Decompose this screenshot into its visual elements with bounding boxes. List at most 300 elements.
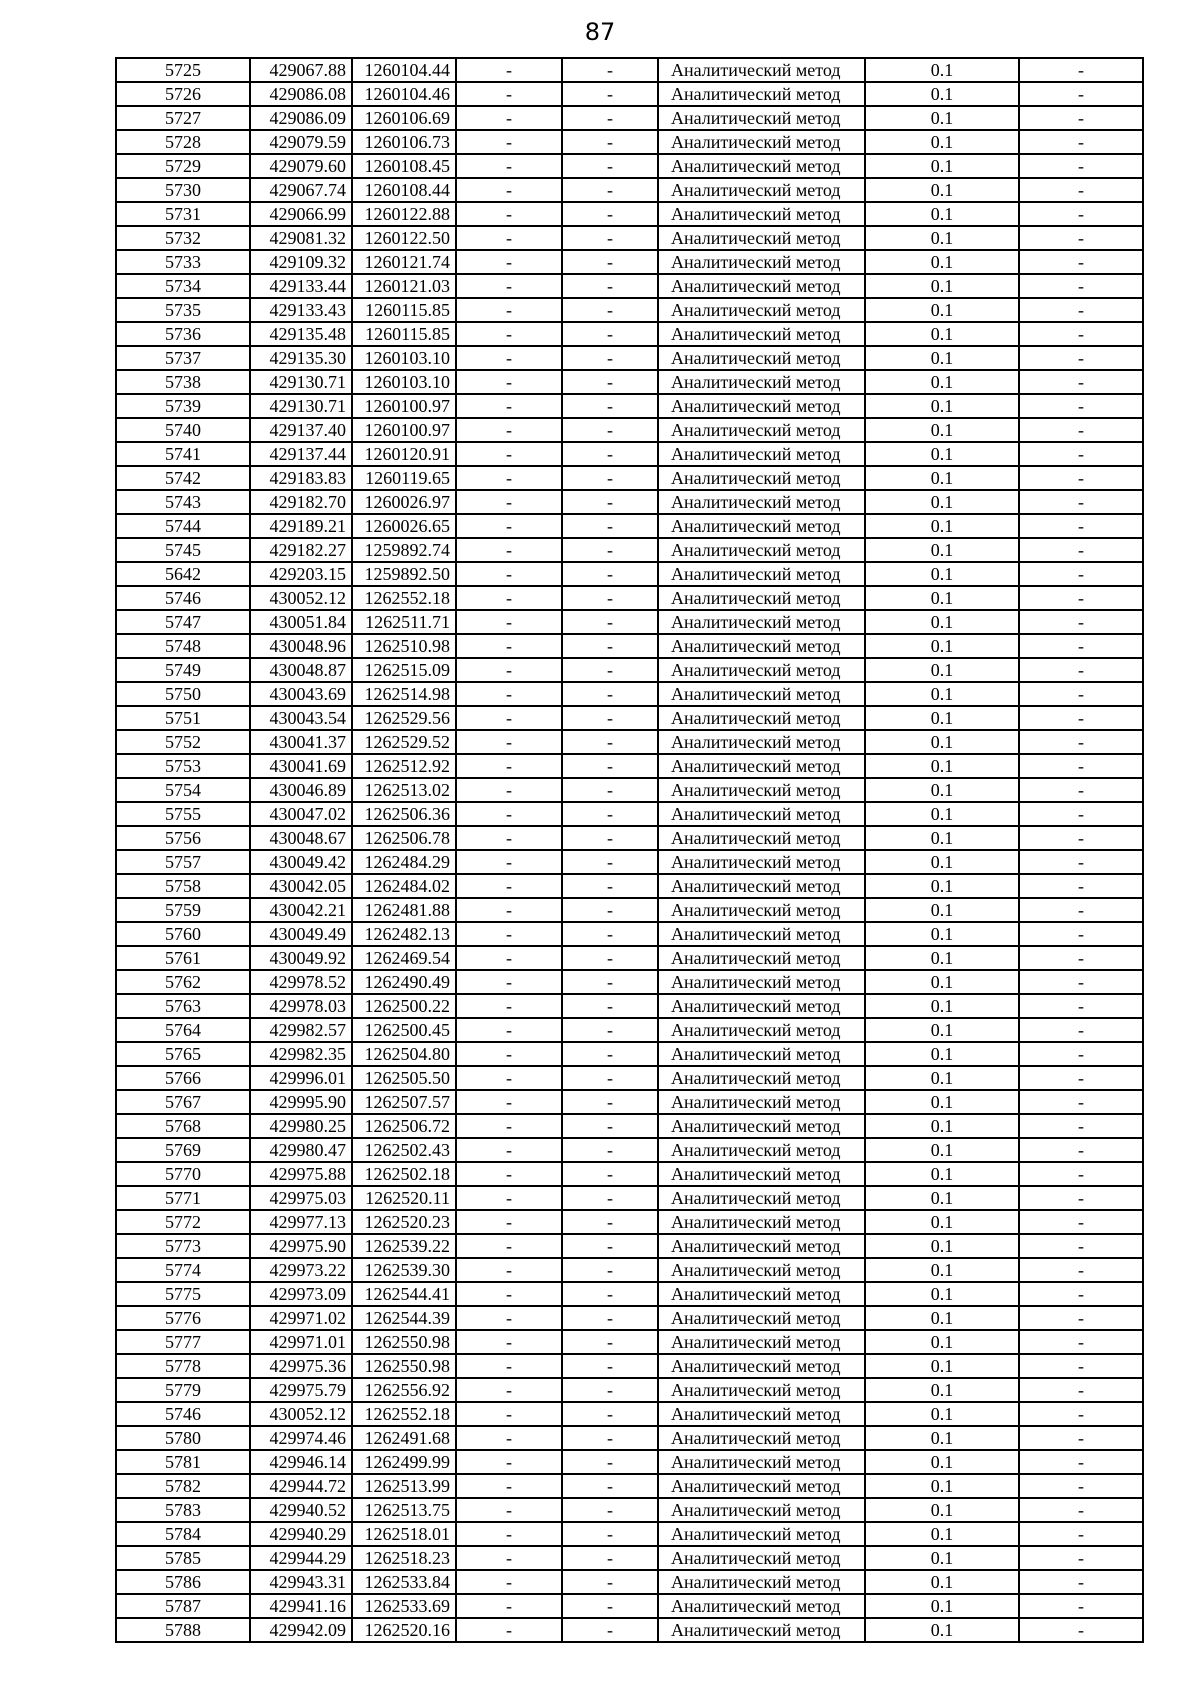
table-row (116, 610, 1143, 634)
cell-col-4: - (456, 922, 562, 946)
coordinates-table (115, 57, 1144, 1643)
cell-accuracy: 0.1 (865, 994, 1019, 1018)
cell-col-4: - (456, 946, 562, 970)
cell-col-5: - (562, 1162, 658, 1186)
cell-point-number: 5730 (116, 178, 250, 202)
cell-col-8: - (1019, 634, 1143, 658)
cell-col-4: - (456, 1570, 562, 1594)
cell-point-number: 5745 (116, 538, 250, 562)
cell-point-number: 5738 (116, 370, 250, 394)
cell-y-coordinate: 1262506.36 (352, 802, 456, 826)
cell-y-coordinate: 1262552.18 (352, 586, 456, 610)
cell-method: Аналитический метод (658, 634, 865, 658)
cell-accuracy: 0.1 (865, 1162, 1019, 1186)
cell-x-coordinate: 430042.21 (250, 898, 352, 922)
table-row (116, 370, 1143, 394)
cell-method: Аналитический метод (658, 682, 865, 706)
cell-accuracy: 0.1 (865, 874, 1019, 898)
cell-y-coordinate: 1260100.97 (352, 418, 456, 442)
cell-col-4: - (456, 1258, 562, 1282)
cell-y-coordinate: 1259892.50 (352, 562, 456, 586)
cell-x-coordinate: 430042.05 (250, 874, 352, 898)
cell-accuracy: 0.1 (865, 178, 1019, 202)
cell-col-4: - (456, 178, 562, 202)
cell-col-5: - (562, 994, 658, 1018)
cell-method: Аналитический метод (658, 1450, 865, 1474)
cell-point-number: 5726 (116, 82, 250, 106)
cell-y-coordinate: 1262481.88 (352, 898, 456, 922)
cell-accuracy: 0.1 (865, 1066, 1019, 1090)
cell-x-coordinate: 429182.70 (250, 490, 352, 514)
cell-col-5: - (562, 1306, 658, 1330)
table-row (116, 418, 1143, 442)
cell-point-number: 5787 (116, 1594, 250, 1618)
cell-x-coordinate: 429943.31 (250, 1570, 352, 1594)
cell-y-coordinate: 1262529.56 (352, 706, 456, 730)
cell-col-4: - (456, 610, 562, 634)
cell-y-coordinate: 1262484.02 (352, 874, 456, 898)
cell-col-5: - (562, 538, 658, 562)
cell-method: Аналитический метод (658, 130, 865, 154)
cell-point-number: 5751 (116, 706, 250, 730)
cell-x-coordinate: 429942.09 (250, 1618, 352, 1642)
cell-col-8: - (1019, 1402, 1143, 1426)
cell-x-coordinate: 429944.72 (250, 1474, 352, 1498)
cell-col-8: - (1019, 586, 1143, 610)
cell-point-number: 5752 (116, 730, 250, 754)
cell-y-coordinate: 1262520.16 (352, 1618, 456, 1642)
cell-col-5: - (562, 1090, 658, 1114)
table-row (116, 58, 1143, 82)
cell-method: Аналитический метод (658, 1594, 865, 1618)
cell-method: Аналитический метод (658, 490, 865, 514)
cell-y-coordinate: 1262512.92 (352, 754, 456, 778)
cell-y-coordinate: 1260122.50 (352, 226, 456, 250)
cell-col-5: - (562, 394, 658, 418)
cell-col-4: - (456, 994, 562, 1018)
cell-col-8: - (1019, 1114, 1143, 1138)
cell-col-5: - (562, 970, 658, 994)
cell-accuracy: 0.1 (865, 1090, 1019, 1114)
cell-y-coordinate: 1262513.99 (352, 1474, 456, 1498)
table-row (116, 1090, 1143, 1114)
cell-point-number: 5764 (116, 1018, 250, 1042)
table-row (116, 634, 1143, 658)
cell-method: Аналитический метод (658, 1570, 865, 1594)
table-row (116, 1234, 1143, 1258)
cell-col-5: - (562, 922, 658, 946)
cell-accuracy: 0.1 (865, 1234, 1019, 1258)
cell-method: Аналитический метод (658, 1090, 865, 1114)
cell-method: Аналитический метод (658, 946, 865, 970)
cell-y-coordinate: 1262539.22 (352, 1234, 456, 1258)
cell-y-coordinate: 1260108.45 (352, 154, 456, 178)
cell-x-coordinate: 429944.29 (250, 1546, 352, 1570)
cell-x-coordinate: 430041.69 (250, 754, 352, 778)
cell-point-number: 5762 (116, 970, 250, 994)
cell-accuracy: 0.1 (865, 274, 1019, 298)
cell-col-5: - (562, 1474, 658, 1498)
table-row (116, 82, 1143, 106)
cell-point-number: 5773 (116, 1234, 250, 1258)
table-row (116, 826, 1143, 850)
cell-x-coordinate: 429977.13 (250, 1210, 352, 1234)
cell-x-coordinate: 429079.59 (250, 130, 352, 154)
cell-col-5: - (562, 346, 658, 370)
cell-col-4: - (456, 490, 562, 514)
cell-col-8: - (1019, 1330, 1143, 1354)
table-row (116, 130, 1143, 154)
cell-col-8: - (1019, 1234, 1143, 1258)
cell-y-coordinate: 1262500.45 (352, 1018, 456, 1042)
cell-x-coordinate: 429137.40 (250, 418, 352, 442)
cell-method: Аналитический метод (658, 1162, 865, 1186)
cell-method: Аналитический метод (658, 1546, 865, 1570)
cell-point-number: 5756 (116, 826, 250, 850)
cell-accuracy: 0.1 (865, 538, 1019, 562)
cell-y-coordinate: 1262514.98 (352, 682, 456, 706)
cell-col-5: - (562, 874, 658, 898)
cell-col-5: - (562, 826, 658, 850)
cell-point-number: 5749 (116, 658, 250, 682)
cell-method: Аналитический метод (658, 466, 865, 490)
cell-col-5: - (562, 778, 658, 802)
cell-col-5: - (562, 58, 658, 82)
cell-col-4: - (456, 1426, 562, 1450)
cell-accuracy: 0.1 (865, 898, 1019, 922)
cell-col-8: - (1019, 850, 1143, 874)
page-number: 87 (584, 18, 616, 46)
cell-y-coordinate: 1260104.46 (352, 82, 456, 106)
cell-point-number: 5778 (116, 1354, 250, 1378)
cell-accuracy: 0.1 (865, 1018, 1019, 1042)
cell-point-number: 5772 (116, 1210, 250, 1234)
cell-method: Аналитический метод (658, 154, 865, 178)
cell-point-number: 5759 (116, 898, 250, 922)
cell-y-coordinate: 1262515.09 (352, 658, 456, 682)
cell-point-number: 5777 (116, 1330, 250, 1354)
cell-method: Аналитический метод (658, 826, 865, 850)
cell-col-8: - (1019, 1618, 1143, 1642)
cell-x-coordinate: 429973.22 (250, 1258, 352, 1282)
cell-col-8: - (1019, 250, 1143, 274)
cell-col-8: - (1019, 706, 1143, 730)
cell-point-number: 5729 (116, 154, 250, 178)
cell-x-coordinate: 429079.60 (250, 154, 352, 178)
cell-y-coordinate: 1262550.98 (352, 1354, 456, 1378)
cell-col-4: - (456, 874, 562, 898)
cell-col-4: - (456, 442, 562, 466)
cell-accuracy: 0.1 (865, 682, 1019, 706)
cell-col-4: - (456, 1018, 562, 1042)
cell-point-number: 5784 (116, 1522, 250, 1546)
cell-y-coordinate: 1262506.72 (352, 1114, 456, 1138)
cell-point-number: 5761 (116, 946, 250, 970)
cell-col-5: - (562, 106, 658, 130)
cell-x-coordinate: 429941.16 (250, 1594, 352, 1618)
cell-col-5: - (562, 466, 658, 490)
cell-method: Аналитический метод (658, 1426, 865, 1450)
cell-col-5: - (562, 1114, 658, 1138)
cell-x-coordinate: 429974.46 (250, 1426, 352, 1450)
cell-col-8: - (1019, 1018, 1143, 1042)
cell-method: Аналитический метод (658, 586, 865, 610)
cell-col-8: - (1019, 442, 1143, 466)
cell-point-number: 5788 (116, 1618, 250, 1642)
cell-y-coordinate: 1262469.54 (352, 946, 456, 970)
cell-accuracy: 0.1 (865, 322, 1019, 346)
table-row (116, 106, 1143, 130)
cell-x-coordinate: 430048.96 (250, 634, 352, 658)
cell-y-coordinate: 1260103.10 (352, 370, 456, 394)
cell-method: Аналитический метод (658, 370, 865, 394)
table-row (116, 538, 1143, 562)
cell-accuracy: 0.1 (865, 706, 1019, 730)
cell-accuracy: 0.1 (865, 1522, 1019, 1546)
cell-col-8: - (1019, 394, 1143, 418)
table-row (116, 394, 1143, 418)
table-row (116, 226, 1143, 250)
cell-method: Аналитический метод (658, 1402, 865, 1426)
cell-col-8: - (1019, 1162, 1143, 1186)
cell-accuracy: 0.1 (865, 586, 1019, 610)
cell-x-coordinate: 429067.74 (250, 178, 352, 202)
table-row (116, 1066, 1143, 1090)
cell-x-coordinate: 430052.12 (250, 1402, 352, 1426)
cell-col-4: - (456, 130, 562, 154)
cell-col-4: - (456, 658, 562, 682)
cell-x-coordinate: 430046.89 (250, 778, 352, 802)
table-row (116, 1546, 1143, 1570)
cell-col-4: - (456, 778, 562, 802)
cell-x-coordinate: 430041.37 (250, 730, 352, 754)
cell-y-coordinate: 1260103.10 (352, 346, 456, 370)
cell-method: Аналитический метод (658, 1066, 865, 1090)
cell-col-8: - (1019, 610, 1143, 634)
cell-x-coordinate: 430049.42 (250, 850, 352, 874)
cell-col-5: - (562, 898, 658, 922)
cell-y-coordinate: 1262504.80 (352, 1042, 456, 1066)
cell-col-4: - (456, 298, 562, 322)
cell-col-4: - (456, 1546, 562, 1570)
cell-x-coordinate: 429067.88 (250, 58, 352, 82)
cell-y-coordinate: 1262507.57 (352, 1090, 456, 1114)
cell-point-number: 5771 (116, 1186, 250, 1210)
cell-point-number: 5739 (116, 394, 250, 418)
cell-accuracy: 0.1 (865, 1306, 1019, 1330)
cell-col-5: - (562, 274, 658, 298)
cell-y-coordinate: 1260026.97 (352, 490, 456, 514)
cell-accuracy: 0.1 (865, 658, 1019, 682)
cell-point-number: 5737 (116, 346, 250, 370)
cell-col-4: - (456, 1186, 562, 1210)
cell-method: Аналитический метод (658, 538, 865, 562)
table-body (116, 58, 1143, 1642)
cell-col-8: - (1019, 754, 1143, 778)
cell-method: Аналитический метод (658, 514, 865, 538)
cell-col-5: - (562, 946, 658, 970)
cell-col-4: - (456, 1042, 562, 1066)
cell-point-number: 5783 (116, 1498, 250, 1522)
cell-point-number: 5763 (116, 994, 250, 1018)
cell-col-4: - (456, 1378, 562, 1402)
cell-col-8: - (1019, 274, 1143, 298)
cell-col-8: - (1019, 106, 1143, 130)
cell-method: Аналитический метод (658, 1258, 865, 1282)
cell-col-5: - (562, 514, 658, 538)
cell-point-number: 5740 (116, 418, 250, 442)
cell-col-8: - (1019, 418, 1143, 442)
cell-col-8: - (1019, 130, 1143, 154)
table-row (116, 322, 1143, 346)
cell-col-8: - (1019, 1354, 1143, 1378)
cell-col-5: - (562, 1234, 658, 1258)
cell-col-8: - (1019, 1594, 1143, 1618)
table-row (116, 586, 1143, 610)
cell-col-4: - (456, 346, 562, 370)
cell-x-coordinate: 429135.30 (250, 346, 352, 370)
table-row (116, 1594, 1143, 1618)
cell-method: Аналитический метод (658, 898, 865, 922)
cell-point-number: 5780 (116, 1426, 250, 1450)
cell-x-coordinate: 429183.83 (250, 466, 352, 490)
cell-x-coordinate: 429975.88 (250, 1162, 352, 1186)
cell-col-4: - (456, 802, 562, 826)
cell-x-coordinate: 430047.02 (250, 802, 352, 826)
cell-col-4: - (456, 1282, 562, 1306)
cell-method: Аналитический метод (658, 226, 865, 250)
cell-col-5: - (562, 706, 658, 730)
cell-col-5: - (562, 154, 658, 178)
cell-col-8: - (1019, 922, 1143, 946)
cell-x-coordinate: 429971.02 (250, 1306, 352, 1330)
cell-point-number: 5770 (116, 1162, 250, 1186)
cell-col-8: - (1019, 154, 1143, 178)
cell-col-8: - (1019, 58, 1143, 82)
cell-y-coordinate: 1262511.71 (352, 610, 456, 634)
cell-y-coordinate: 1262533.84 (352, 1570, 456, 1594)
cell-col-8: - (1019, 778, 1143, 802)
cell-point-number: 5741 (116, 442, 250, 466)
cell-method: Аналитический метод (658, 994, 865, 1018)
cell-point-number: 5753 (116, 754, 250, 778)
cell-col-8: - (1019, 682, 1143, 706)
cell-col-5: - (562, 1186, 658, 1210)
cell-x-coordinate: 429086.09 (250, 106, 352, 130)
cell-method: Аналитический метод (658, 1018, 865, 1042)
cell-col-5: - (562, 658, 658, 682)
cell-method: Аналитический метод (658, 1474, 865, 1498)
cell-point-number: 5754 (116, 778, 250, 802)
table-row (116, 490, 1143, 514)
cell-method: Аналитический метод (658, 778, 865, 802)
cell-col-5: - (562, 1498, 658, 1522)
cell-accuracy: 0.1 (865, 1474, 1019, 1498)
cell-method: Аналитический метод (658, 970, 865, 994)
cell-col-4: - (456, 418, 562, 442)
cell-col-8: - (1019, 1258, 1143, 1282)
cell-accuracy: 0.1 (865, 1282, 1019, 1306)
cell-method: Аналитический метод (658, 202, 865, 226)
cell-method: Аналитический метод (658, 298, 865, 322)
cell-x-coordinate: 429086.08 (250, 82, 352, 106)
table-row (116, 1258, 1143, 1282)
cell-accuracy: 0.1 (865, 1210, 1019, 1234)
cell-y-coordinate: 1260120.91 (352, 442, 456, 466)
table-row (116, 178, 1143, 202)
cell-accuracy: 0.1 (865, 346, 1019, 370)
table-row (116, 730, 1143, 754)
table-row (116, 562, 1143, 586)
cell-method: Аналитический метод (658, 874, 865, 898)
cell-col-5: - (562, 1042, 658, 1066)
cell-col-5: - (562, 1570, 658, 1594)
cell-x-coordinate: 430052.12 (250, 586, 352, 610)
cell-accuracy: 0.1 (865, 106, 1019, 130)
cell-col-8: - (1019, 322, 1143, 346)
cell-col-4: - (456, 730, 562, 754)
table-row (116, 1474, 1143, 1498)
cell-point-number: 5769 (116, 1138, 250, 1162)
cell-col-4: - (456, 1522, 562, 1546)
cell-method: Аналитический метод (658, 1186, 865, 1210)
cell-col-8: - (1019, 562, 1143, 586)
cell-method: Аналитический метод (658, 274, 865, 298)
table-row (116, 1570, 1143, 1594)
cell-y-coordinate: 1262544.39 (352, 1306, 456, 1330)
cell-y-coordinate: 1262518.23 (352, 1546, 456, 1570)
table-row (116, 1186, 1143, 1210)
cell-method: Аналитический метод (658, 754, 865, 778)
cell-method: Аналитический метод (658, 1306, 865, 1330)
cell-accuracy: 0.1 (865, 634, 1019, 658)
cell-y-coordinate: 1262490.49 (352, 970, 456, 994)
cell-accuracy: 0.1 (865, 1618, 1019, 1642)
cell-y-coordinate: 1262510.98 (352, 634, 456, 658)
cell-col-4: - (456, 1498, 562, 1522)
table-row (116, 442, 1143, 466)
table-row (116, 658, 1143, 682)
cell-accuracy: 0.1 (865, 154, 1019, 178)
table-row (116, 1330, 1143, 1354)
cell-col-5: - (562, 178, 658, 202)
cell-accuracy: 0.1 (865, 394, 1019, 418)
cell-accuracy: 0.1 (865, 802, 1019, 826)
cell-col-8: - (1019, 826, 1143, 850)
cell-col-5: - (562, 250, 658, 274)
table-row (116, 1522, 1143, 1546)
cell-point-number: 5758 (116, 874, 250, 898)
cell-col-8: - (1019, 1426, 1143, 1450)
cell-col-5: - (562, 1138, 658, 1162)
cell-col-5: - (562, 1066, 658, 1090)
cell-accuracy: 0.1 (865, 970, 1019, 994)
cell-y-coordinate: 1260104.44 (352, 58, 456, 82)
cell-method: Аналитический метод (658, 346, 865, 370)
cell-col-5: - (562, 226, 658, 250)
cell-x-coordinate: 429182.27 (250, 538, 352, 562)
cell-col-4: - (456, 82, 562, 106)
cell-y-coordinate: 1262482.13 (352, 922, 456, 946)
cell-accuracy: 0.1 (865, 1138, 1019, 1162)
cell-x-coordinate: 429975.36 (250, 1354, 352, 1378)
cell-col-5: - (562, 1450, 658, 1474)
cell-col-5: - (562, 490, 658, 514)
table-row (116, 1210, 1143, 1234)
cell-point-number: 5744 (116, 514, 250, 538)
cell-x-coordinate: 429980.47 (250, 1138, 352, 1162)
cell-y-coordinate: 1262500.22 (352, 994, 456, 1018)
